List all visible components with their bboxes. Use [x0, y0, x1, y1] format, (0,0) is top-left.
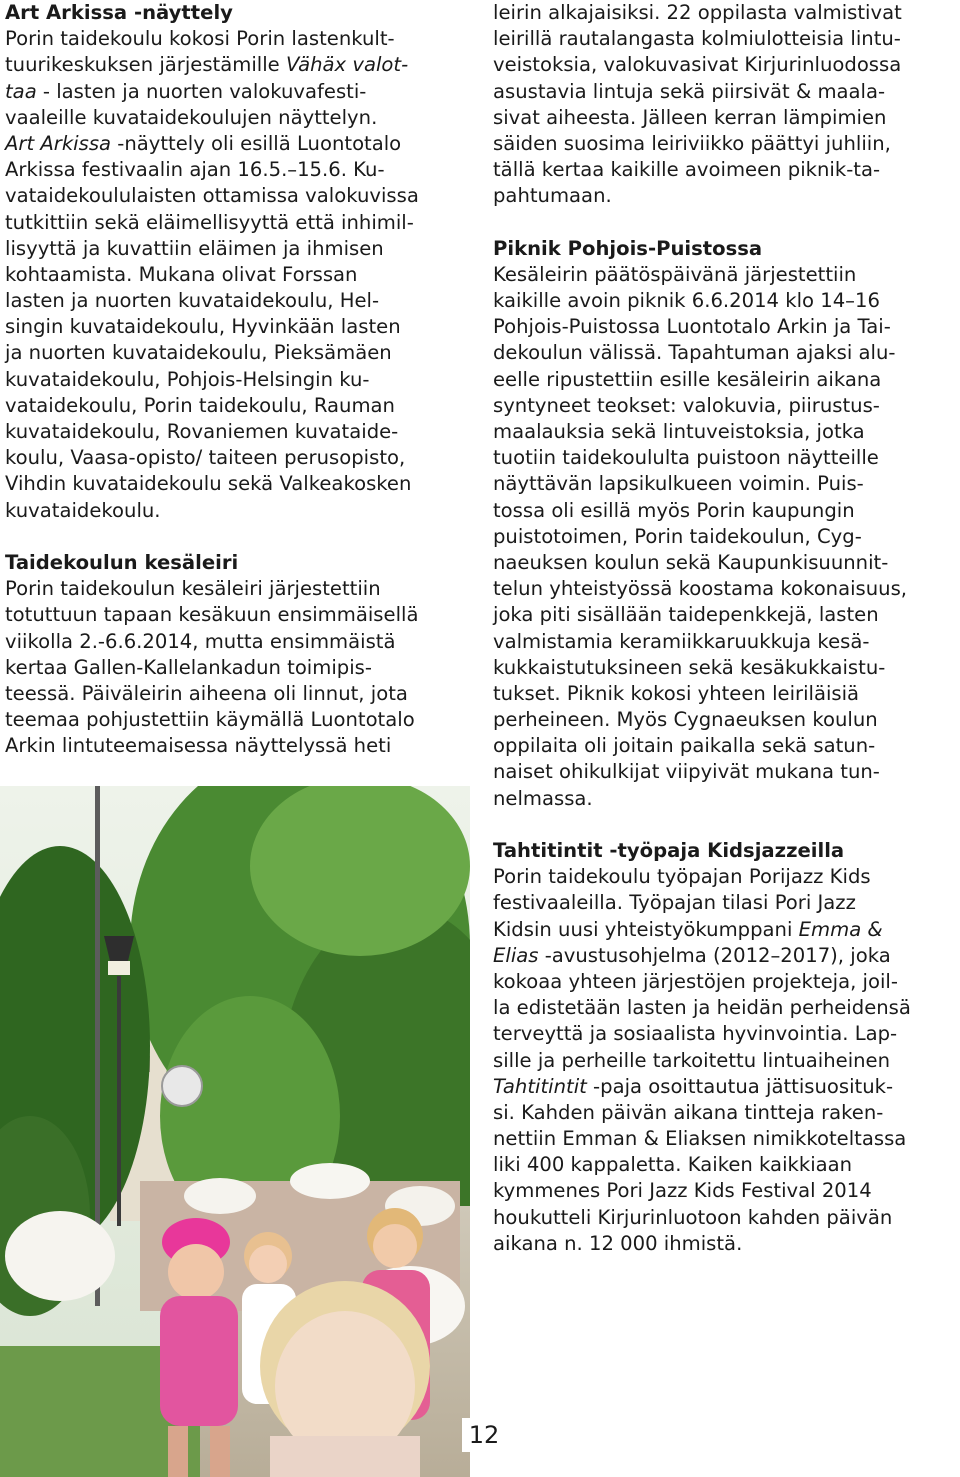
text-line	[5, 393, 471, 419]
text-run: la edistetään lasten ja heidän perheidensä	[493, 996, 911, 1020]
text-line	[5, 340, 471, 366]
text-line	[5, 157, 471, 183]
text-run: kertaa Gallen-Kallelankadun toimipis-	[5, 655, 372, 679]
text-line	[493, 917, 960, 943]
text-line	[493, 681, 960, 707]
text-line	[493, 1178, 960, 1204]
text-line	[493, 393, 960, 419]
text-line	[493, 629, 960, 655]
text-run: kukkaistutuksineen sekä kesäkukkaistu-	[493, 655, 886, 679]
text-line	[493, 576, 960, 602]
text-line	[493, 1126, 960, 1152]
text-line	[493, 1231, 960, 1257]
text-run: sivat aiheesta. Jälleen kerran lämpimien	[493, 105, 887, 129]
text-line	[493, 943, 960, 969]
text-run: totuttuun tapaan kesäkuun ensimmäisellä	[5, 603, 419, 627]
text-run: kuvataidekoulu, Pohjois-Helsingin ku-	[5, 367, 370, 391]
text-run: Taidekoulun kesäleiri	[5, 550, 239, 574]
foreground-child	[260, 1281, 430, 1477]
text-run: -näyttely oli esillä Luontotalo	[111, 131, 402, 155]
text-run: kohtaamista. Mukana olivat Forssan	[5, 262, 358, 286]
text-run: Vähäx valot-	[285, 53, 409, 77]
text-line	[493, 79, 960, 105]
text-run: Arkin lintuteemaisessa näyttelyssä heti	[5, 734, 392, 758]
text-run: oppilaita oli joitain paikalla sekä satun-	[493, 734, 876, 758]
text-run: houkutteli Kirjurinluotoon kahden päivän	[493, 1205, 893, 1229]
text-line	[493, 340, 960, 366]
text-run: Arkissa festivaalin ajan 16.5.–15.6. Ku-	[5, 158, 385, 182]
text-line	[5, 471, 471, 497]
text-run: Vihdin kuvataidekoulu sekä Valkeakosken	[5, 472, 412, 496]
text-run: kaikille avoin piknik 6.6.2014 klo 14–16	[493, 289, 880, 313]
text-line	[493, 1048, 960, 1074]
text-run: perheineen. Myös Cygnaeuksen koulun	[493, 708, 878, 732]
text-line	[493, 288, 960, 314]
text-line	[493, 419, 960, 445]
text-line	[5, 707, 471, 733]
text-run: leirin alkajaisiksi. 22 oppilasta valmistivat	[493, 1, 902, 24]
text-line	[5, 52, 471, 78]
text-line	[493, 105, 960, 131]
text-line	[5, 655, 471, 681]
text-run: sille ja perheille tarkoitettu lintuaiheinen	[493, 1048, 891, 1072]
text-run: säiden suosima leiriviikko päättyi juhliin,	[493, 131, 891, 155]
text-run: terveyttä ja sosiaalista hyvinvointia. Lap-	[493, 1022, 898, 1046]
text-line	[5, 681, 471, 707]
text-line	[5, 629, 471, 655]
text-run: si. Kahden päivän aikana tintteja raken-	[493, 1100, 884, 1124]
text-run: leirillä rautalangasta kolmiulotteisia lintu-	[493, 27, 901, 51]
text-run: telun yhteistyössä koostama kokonaisuus,	[493, 577, 908, 601]
text-line	[5, 183, 471, 209]
text-line	[5, 419, 471, 445]
text-line	[493, 733, 960, 759]
text-run: Kesäleirin päätöspäivänä järjestettiin	[493, 262, 857, 286]
text-run: tuotiin taidekoululta puistoon näytteille	[493, 446, 879, 470]
text-line	[5, 105, 471, 131]
text-run: joka piti sisällään taidepenkkejä, lasten	[493, 603, 879, 627]
text-run: Art Arkissa -näyttely	[5, 1, 233, 24]
text-line	[493, 759, 960, 785]
children-parade-photo	[0, 786, 470, 1477]
text-run: teemaa pohjustettiin käymällä Luontotalo	[5, 708, 415, 732]
text-line	[5, 314, 471, 340]
left-column	[5, 0, 471, 759]
text-run: koulu, Vaasa-opisto/ taiteen perusopisto,	[5, 446, 406, 470]
text-run: nelmassa.	[493, 786, 593, 810]
text-run: vataidekoulu, Porin taidekoulu, Rauman	[5, 393, 395, 417]
text-run: dekoulun välissä. Tapahtuman ajaksi alu-	[493, 341, 896, 365]
text-run: naeuksen koulun sekä Kaupunkisuunnit-	[493, 550, 889, 574]
text-run: ja nuorten kuvataidekoulu, Pieksämäen	[5, 341, 392, 365]
text-line	[493, 786, 960, 812]
text-run: - lasten ja nuorten valokuvafesti-	[36, 79, 367, 103]
text-run: syntyneet teokset: valokuvia, piirustus-	[493, 393, 880, 417]
text-run: lasten ja nuorten kuvataidekoulu, Hel-	[5, 289, 380, 313]
text-run: lisyyttä ja kuvattiin eläimen ja ihmisen	[5, 236, 384, 260]
text-line	[5, 602, 471, 628]
text-run: kuvataidekoulu, Rovaniemen kuvataide-	[5, 420, 399, 443]
text-run: aikana n. 12 000 ihmistä.	[493, 1231, 743, 1255]
text-line	[493, 157, 960, 183]
text-run: teessä. Päiväleirin aiheena oli linnut, jota	[5, 681, 408, 705]
section-heading	[493, 838, 960, 864]
text-run: tuurikeskuksen järjestämille	[5, 53, 286, 77]
text-line	[5, 498, 471, 524]
text-run: Porin taidekoulun kesäleiri järjestettiin	[5, 577, 381, 601]
text-run: festivaaleilla. Työpajan tilasi Pori Jazz	[493, 891, 856, 915]
text-run: Elias	[493, 943, 539, 967]
text-line	[493, 314, 960, 340]
text-line	[493, 524, 960, 550]
text-line	[5, 576, 471, 602]
text-line	[493, 1100, 960, 1126]
text-run: tukset. Piknik kokosi yhteen leiriläisiä	[493, 681, 860, 705]
text-run: kokoaa yhteen järjestöjen projekteja, joil-	[493, 969, 898, 993]
text-line	[493, 367, 960, 393]
text-run: Pohjois-Puistossa Luontotalo Arkin ja Tai-	[493, 315, 891, 339]
text-line	[5, 733, 471, 759]
text-run: vataidekoululaisten ottamissa valokuvissa	[5, 184, 419, 208]
text-run: naiset ohikulkijat viipyivät mukana tun-	[493, 760, 880, 784]
text-run: viikolla 2.-6.6.2014, mutta ensimmäistä	[5, 629, 396, 653]
text-line	[5, 367, 471, 393]
text-line	[493, 602, 960, 628]
paragraph-gap	[493, 210, 960, 236]
text-run: näyttävän lapsikulkueen voimin. Puis-	[493, 472, 864, 496]
text-run: kymmenes Pori Jazz Kids Festival 2014	[493, 1179, 872, 1203]
text-run: kuvataidekoulu.	[5, 498, 161, 522]
section-heading	[5, 0, 471, 26]
section-heading	[493, 236, 960, 262]
text-run: Tahtitintit -työpaja Kidsjazzeilla	[493, 839, 845, 862]
text-run: Porin taidekoulu kokosi Porin lastenkult-	[5, 27, 395, 51]
text-line	[493, 26, 960, 52]
text-run: Kidsin uusi yhteistyökumppani	[493, 917, 799, 941]
text-run: -paja osoittautua jättisuosituk-	[586, 1074, 894, 1098]
text-run: Piknik Pohjois-Puistossa	[493, 236, 763, 260]
text-run: pahtumaan.	[493, 184, 612, 208]
text-run: tutkittiin sekä eläimellisyyttä että inhimil-	[5, 210, 414, 234]
text-line	[493, 471, 960, 497]
text-line	[493, 262, 960, 288]
text-line	[5, 262, 471, 288]
text-run: valmistamia keramiikkaruukkuja kesä-	[493, 629, 870, 653]
text-line	[5, 210, 471, 236]
text-line	[493, 995, 960, 1021]
section-heading	[5, 550, 471, 576]
text-line	[493, 550, 960, 576]
text-run: -avustusohjelma (2012–2017), joka	[538, 943, 891, 967]
text-run: eelle ripustettiin esille kesäleirin aikana	[493, 367, 882, 391]
text-run: maalauksia sekä lintuveistoksia, jotka	[493, 420, 865, 443]
text-run: veistoksia, valokuvasivat Kirjurinluodossa	[493, 53, 902, 77]
text-line	[5, 445, 471, 471]
text-line	[493, 0, 960, 26]
text-run: liki 400 kappaletta. Kaiken kaikkiaan	[493, 1153, 853, 1177]
text-line	[493, 707, 960, 733]
text-run: taa	[5, 79, 37, 103]
text-line	[493, 655, 960, 681]
text-line	[493, 864, 960, 890]
text-run: vaaleille kuvataidekoulujen näyttelyn.	[5, 105, 378, 129]
text-line	[5, 26, 471, 52]
text-line	[5, 79, 471, 105]
text-run: Emma &	[798, 917, 883, 941]
text-line	[5, 288, 471, 314]
text-run: asustavia lintuja sekä piirsivät & maala-	[493, 79, 886, 103]
text-line	[5, 131, 471, 157]
text-run: Porin taidekoulu työpajan Porijazz Kids	[493, 865, 871, 889]
text-line	[5, 236, 471, 262]
text-run: tossa oli esillä myös Porin kaupungin	[493, 498, 855, 522]
text-line	[493, 1021, 960, 1047]
text-line	[493, 969, 960, 995]
text-line	[493, 1152, 960, 1178]
text-line	[493, 131, 960, 157]
text-run: Art Arkissa	[5, 131, 112, 155]
text-run: nettiin Emman & Eliaksen nimikkoteltassa	[493, 1127, 907, 1151]
text-run: puistotoimen, Porin taidekoulun, Cyg-	[493, 524, 862, 548]
page-number: 12	[462, 1418, 506, 1452]
text-line	[493, 183, 960, 209]
text-line	[493, 1205, 960, 1231]
text-run: tällä kertaa kaikille avoimeen piknik-ta-	[493, 158, 881, 182]
text-line	[493, 498, 960, 524]
text-line	[493, 890, 960, 916]
text-run: Tahtitintit	[493, 1074, 587, 1098]
paragraph-gap	[493, 812, 960, 838]
text-line	[493, 1074, 960, 1100]
paragraph-gap	[5, 524, 471, 550]
text-line	[493, 445, 960, 471]
text-run: singin kuvataidekoulu, Hyvinkään lasten	[5, 315, 401, 339]
right-column	[493, 0, 960, 1257]
text-line	[493, 52, 960, 78]
